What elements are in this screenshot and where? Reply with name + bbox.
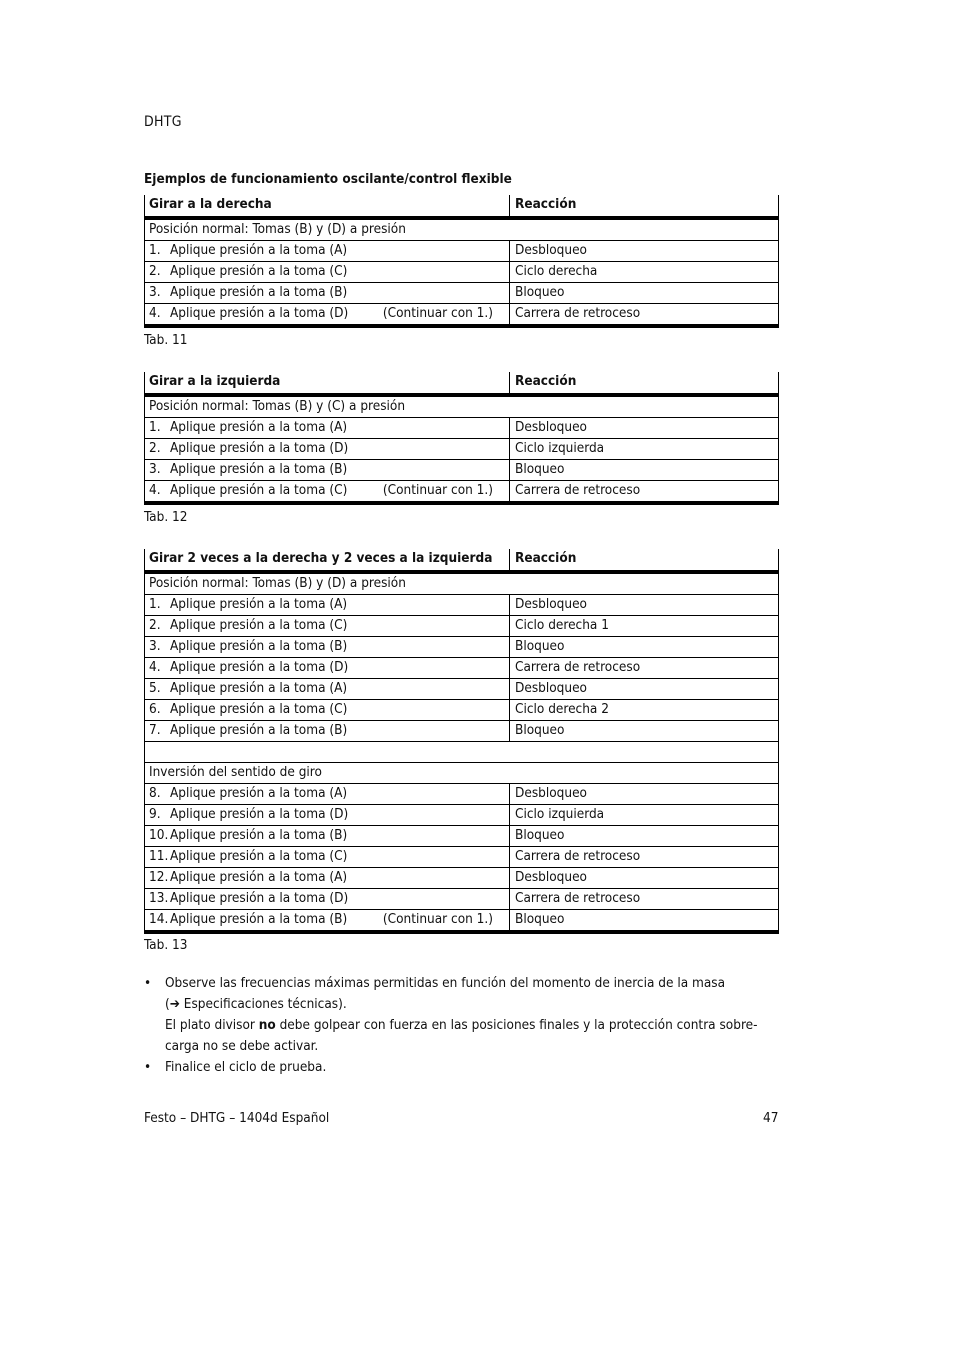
table-row (144, 658, 779, 679)
section-title: Ejemplos de funcionamiento oscilante/control flexible (144, 171, 512, 187)
step-text: Aplique presión a la toma (C) (170, 263, 348, 279)
reaction-cell: Bloqueo (510, 283, 779, 303)
step-cell (144, 481, 510, 501)
step-number: 2. (149, 617, 161, 633)
step-cell (144, 658, 510, 678)
step-number: 8. (149, 785, 161, 801)
reaction-cell: Desbloqueo (510, 784, 779, 804)
table-girar-derecha (144, 195, 779, 328)
span-cell: Posición normal: Tomas (B) y (D) a presión (144, 220, 779, 240)
step-number: 4. (149, 305, 161, 321)
table-row (144, 460, 779, 481)
reaction-cell: Desbloqueo (510, 868, 779, 888)
step-number: 1. (149, 242, 161, 258)
reaction-cell: Bloqueo (510, 910, 779, 930)
table-row (144, 826, 779, 847)
step-text: Aplique presión a la toma (D) (170, 806, 349, 822)
table-row (144, 700, 779, 721)
step-cell (144, 826, 510, 846)
continue-note: (Continuar con 1.) (382, 482, 493, 498)
reaction-cell: Ciclo derecha 2 (510, 700, 779, 720)
step-text: Aplique presión a la toma (C) (170, 482, 348, 498)
table-row (144, 304, 779, 328)
step-text: Aplique presión a la toma (C) (170, 617, 348, 633)
step-number: 1. (149, 596, 161, 612)
table-row (144, 889, 779, 910)
table-girar-izquierda (144, 372, 779, 505)
step-cell (144, 283, 510, 303)
step-text: Aplique presión a la toma (A) (170, 680, 348, 696)
reaction-cell: Ciclo derecha (510, 262, 779, 282)
reaction-cell: Desbloqueo (510, 679, 779, 699)
step-text: Aplique presión a la toma (A) (170, 785, 348, 801)
table-header-row (144, 549, 779, 574)
reaction-cell: Desbloqueo (510, 418, 779, 438)
bullet-icon: • (144, 1059, 152, 1075)
reaction-cell: Bloqueo (510, 826, 779, 846)
continue-note: (Continuar con 1.) (382, 911, 493, 927)
reaction-cell: Ciclo izquierda (510, 439, 779, 459)
step-cell (144, 460, 510, 480)
step-number: 5. (149, 680, 161, 696)
step-text: Aplique presión a la toma (B) (170, 911, 348, 927)
step-cell (144, 679, 510, 699)
reaction-cell: Carrera de retroceso (510, 481, 779, 501)
table-header-row (144, 372, 779, 397)
step-number: 10. (149, 827, 169, 843)
span-cell: Posición normal: Tomas (B) y (D) a presión (144, 574, 779, 594)
span-cell (144, 742, 779, 762)
reaction-cell: Carrera de retroceso (510, 304, 779, 324)
step-number: 11. (149, 848, 169, 864)
step-number: 3. (149, 461, 161, 477)
note-reference: (➔ Especificaciones técnicas). (165, 996, 347, 1012)
step-number: 6. (149, 701, 161, 717)
page-number: 47 (763, 1110, 779, 1126)
step-cell (144, 868, 510, 888)
step-cell (144, 910, 510, 930)
step-cell (144, 262, 510, 282)
note-text: Finalice el ciclo de prueba. (165, 1059, 327, 1075)
table-row (144, 847, 779, 868)
table-row (144, 241, 779, 262)
table-row (144, 616, 779, 637)
column-header-step: Girar 2 veces a la derecha y 2 veces a la izquierda (144, 549, 510, 570)
table-caption: Tab. 13 (144, 937, 188, 953)
reaction-cell: Ciclo izquierda (510, 805, 779, 825)
step-cell (144, 616, 510, 636)
reaction-cell: Carrera de retroceso (510, 658, 779, 678)
continue-note: (Continuar con 1.) (382, 305, 493, 321)
column-header-reaction: Reacción (510, 372, 779, 393)
step-cell (144, 241, 510, 261)
note-text: El plato divisor (165, 1017, 259, 1033)
step-number: 7. (149, 722, 161, 738)
step-number: 14. (149, 911, 169, 927)
reaction-cell: Bloqueo (510, 637, 779, 657)
note-warning (165, 1015, 784, 1036)
reaction-cell: Bloqueo (510, 721, 779, 741)
step-text: Aplique presión a la toma (B) (170, 722, 348, 738)
note-reference-text: Especificaciones técnicas). (183, 996, 347, 1012)
step-cell (144, 700, 510, 720)
step-number: 4. (149, 482, 161, 498)
span-cell: Posición normal: Tomas (B) y (C) a presión (144, 397, 779, 417)
step-cell (144, 721, 510, 741)
table-row (144, 418, 779, 439)
footer-title: Festo – DHTG – 1404d Español (144, 1110, 330, 1126)
reaction-cell: Carrera de retroceso (510, 889, 779, 909)
instruction-list (144, 973, 784, 1078)
table-row (144, 721, 779, 742)
step-cell (144, 418, 510, 438)
step-text: Aplique presión a la toma (A) (170, 242, 348, 258)
table-row (144, 262, 779, 283)
document-header: DHTG (144, 114, 182, 130)
reaction-cell: Desbloqueo (510, 595, 779, 615)
span-cell: Inversión del sentido de giro (144, 763, 779, 783)
table-row (144, 805, 779, 826)
table-row (144, 595, 779, 616)
step-text: Aplique presión a la toma (D) (170, 659, 349, 675)
table-caption: Tab. 11 (144, 332, 188, 348)
step-text: Aplique presión a la toma (B) (170, 638, 348, 654)
column-header-reaction: Reacción (510, 195, 779, 216)
table-caption: Tab. 12 (144, 509, 188, 525)
step-text: Aplique presión a la toma (B) (170, 827, 348, 843)
step-text: Aplique presión a la toma (B) (170, 284, 348, 300)
step-text: Aplique presión a la toma (A) (170, 419, 348, 435)
reaction-cell: Desbloqueo (510, 241, 779, 261)
table-row (144, 283, 779, 304)
step-cell (144, 595, 510, 615)
table-row (144, 637, 779, 658)
table-row (144, 481, 779, 505)
step-text: Aplique presión a la toma (D) (170, 305, 349, 321)
table-row (144, 868, 779, 889)
step-number: 2. (149, 440, 161, 456)
note-text: debe golpear con fuerza en las posiciones finales y la protección contra sobre- (275, 1017, 758, 1033)
step-text: Aplique presión a la toma (D) (170, 890, 349, 906)
list-item (144, 973, 784, 1057)
step-number: 2. (149, 263, 161, 279)
step-cell (144, 847, 510, 867)
step-number: 12. (149, 869, 169, 885)
step-text: Aplique presión a la toma (B) (170, 461, 348, 477)
step-number: 4. (149, 659, 161, 675)
column-header-step: Girar a la derecha (144, 195, 510, 216)
table-span-row (144, 220, 779, 241)
table-span-row (144, 574, 779, 595)
step-cell (144, 637, 510, 657)
step-text: Aplique presión a la toma (A) (170, 869, 348, 885)
step-text: Aplique presión a la toma (C) (170, 701, 348, 717)
column-header-step: Girar a la izquierda (144, 372, 510, 393)
step-cell (144, 805, 510, 825)
table-row (144, 910, 779, 934)
bullet-icon: • (144, 975, 152, 991)
note-text: carga no se debe activar. (165, 1038, 319, 1054)
table-row (144, 439, 779, 460)
step-number: 9. (149, 806, 161, 822)
step-cell (144, 889, 510, 909)
table-span-row (144, 397, 779, 418)
step-number: 1. (149, 419, 161, 435)
step-number: 3. (149, 638, 161, 654)
step-cell (144, 784, 510, 804)
table-girar-2-veces (144, 549, 779, 934)
table-span-row (144, 763, 779, 784)
step-cell (144, 304, 510, 324)
reaction-cell: Bloqueo (510, 460, 779, 480)
step-text: Aplique presión a la toma (C) (170, 848, 348, 864)
reaction-cell: Ciclo derecha 1 (510, 616, 779, 636)
table-row (144, 784, 779, 805)
step-text: Aplique presión a la toma (A) (170, 596, 348, 612)
arrow-right-icon: ➔ (169, 996, 180, 1012)
step-cell (144, 439, 510, 459)
step-text: Aplique presión a la toma (D) (170, 440, 349, 456)
note-emphasis: no (258, 1017, 276, 1033)
table-row (144, 679, 779, 700)
step-number: 13. (149, 890, 169, 906)
note-text: Observe las frecuencias máximas permitidas en función del momento de inercia de la masa (165, 975, 726, 991)
step-number: 3. (149, 284, 161, 300)
table-header-row (144, 195, 779, 220)
table-span-row (144, 742, 779, 763)
list-item (144, 1057, 784, 1078)
reaction-cell: Carrera de retroceso (510, 847, 779, 867)
column-header-reaction: Reacción (510, 549, 779, 570)
